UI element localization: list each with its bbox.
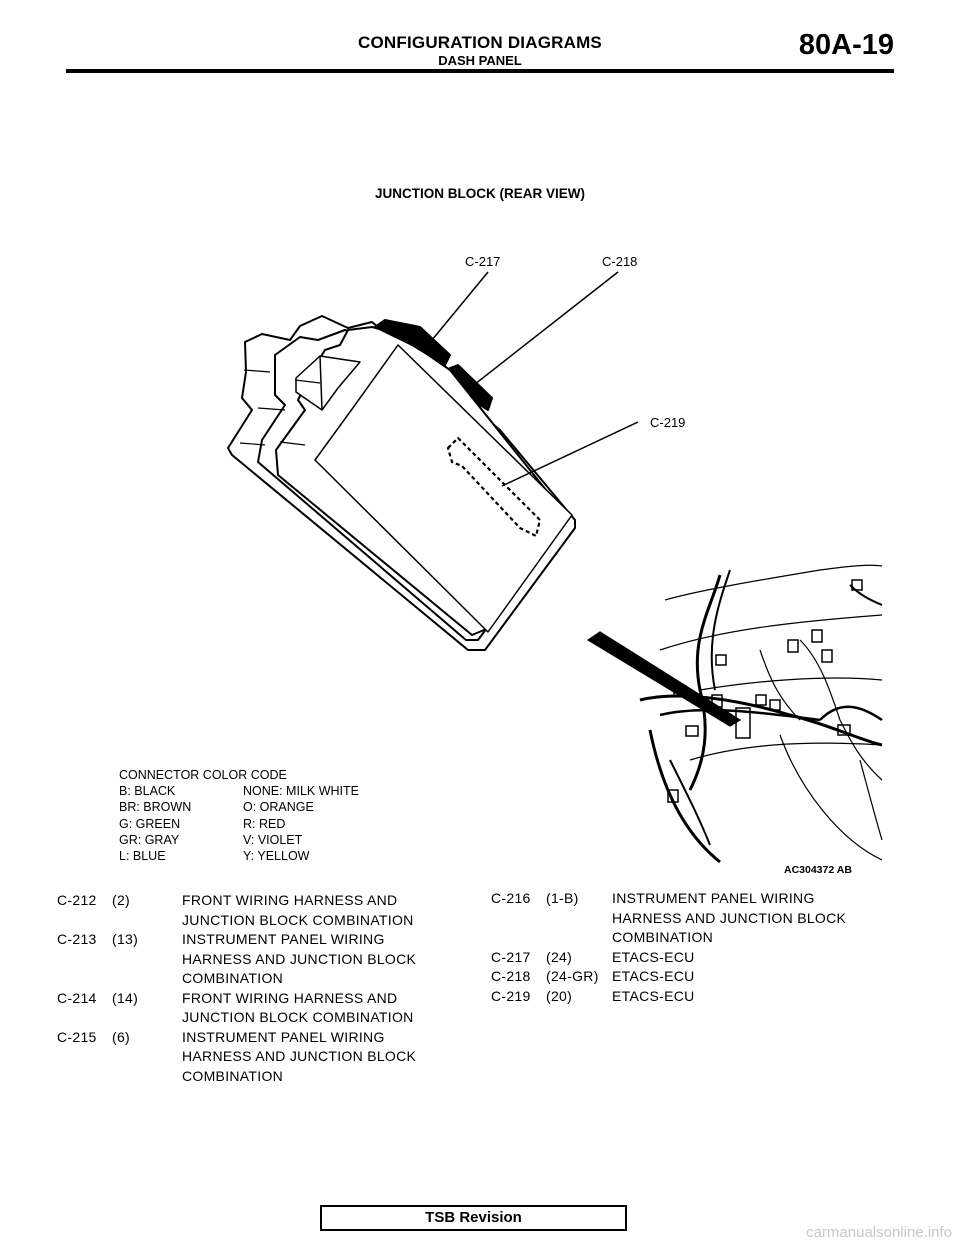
connector-list-right [491,889,882,1006]
connector-desc: ETACS-ECU [612,987,695,1004]
connector-entry [57,891,452,930]
connector-desc: INSTRUMENT PANEL WIRING HARNESS AND JUNCTION BLOCK COMBINATION [612,890,847,945]
connector-id: C-219 [491,987,531,1004]
connector-pins: (13) [112,931,139,947]
connector-pins: (14) [112,989,139,1006]
connector-entry [57,1028,452,1087]
connector-id: C-216 [491,890,531,906]
connector-entry [491,948,882,968]
color-code-row [119,783,359,799]
color-code-left: G: GREEN [119,816,181,831]
color-code-right: V: VIOLET [243,832,303,847]
callout-c219: C-219 [650,415,686,430]
connector-pins: (24-GR) [546,968,599,984]
color-code-row [119,848,359,864]
connector-desc: ETACS-ECU [612,968,695,984]
color-code-row [119,799,359,815]
color-code-row [119,816,359,832]
connector-entry [57,930,452,989]
color-code-title: CONNECTOR COLOR CODE [119,768,287,782]
tsb-revision-box: TSB Revision [320,1205,627,1231]
connector-id: C-215 [57,1028,97,1045]
color-code-right: Y: YELLOW [243,849,310,864]
connector-entry [491,967,882,987]
connector-entry [491,889,882,948]
color-code-row [119,832,359,848]
connector-pins: (24) [546,948,573,965]
connector-desc: ETACS-ECU [612,948,695,965]
connector-id: C-217 [491,948,531,965]
connector-id: C-218 [491,968,531,984]
connector-desc: FRONT WIRING HARNESS AND JUNCTION BLOCK COMBINATION [182,989,414,1025]
callout-c217: C-217 [465,254,501,269]
color-code-right: O: ORANGE [243,800,314,815]
connector-id: C-213 [57,931,97,947]
color-code-left: B: BLACK [119,784,176,799]
page-number: 80A-19 [798,29,894,61]
color-code-right: NONE: MILK WHITE [243,784,359,799]
connector-desc: INSTRUMENT PANEL WIRING HARNESS AND JUNCTION BLOCK COMBINATION [182,1028,417,1084]
connector-desc: INSTRUMENT PANEL WIRING HARNESS AND JUNCTION BLOCK COMBINATION [182,931,417,986]
connector-id: C-214 [57,989,97,1006]
connector-pins: (20) [546,987,573,1004]
section-title: CONFIGURATION DIAGRAMS [358,33,602,52]
connector-pins: (2) [112,892,131,908]
color-code-left: GR: GRAY [119,832,180,847]
connector-id: C-212 [57,892,97,908]
connector-color-code [119,767,359,864]
color-code-left: BR: BROWN [119,800,192,815]
color-code-left: L: BLUE [119,849,166,864]
dashboard-location-inset [588,565,882,862]
color-code-right: R: RED [243,816,286,831]
figure-title: JUNCTION BLOCK (REAR VIEW) [375,186,585,201]
connector-entry [57,989,452,1028]
watermark: carmanualsonline.info [806,1224,952,1241]
junction-block-illustration [228,316,575,650]
connector-entry [491,987,882,1007]
section-subtitle: DASH PANEL [438,53,522,68]
figure-id: AC304372 AB [784,864,852,876]
callout-c218: C-218 [602,254,638,269]
connector-list-left [57,891,452,1086]
connector-desc: FRONT WIRING HARNESS AND JUNCTION BLOCK COMBINATION [182,892,414,928]
connector-pins: (1-B) [546,890,579,906]
connector-pins: (6) [112,1028,131,1045]
